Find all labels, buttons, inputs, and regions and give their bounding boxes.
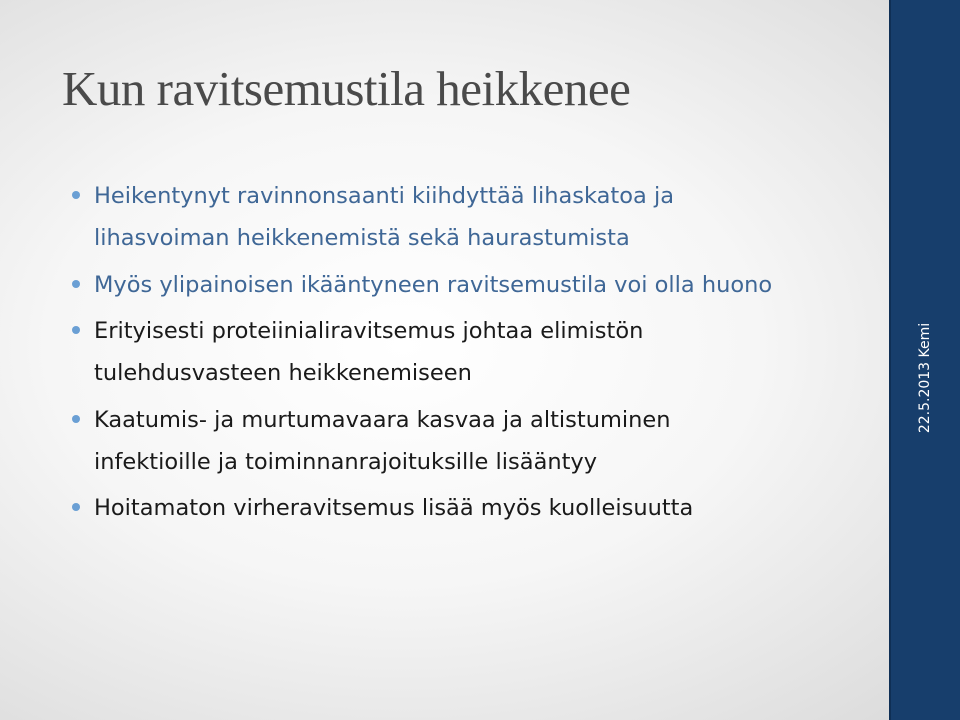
bullet-dot-icon (72, 280, 80, 288)
bullet-item (72, 399, 792, 483)
bullet-text: Myös ylipainoisen ikääntyneen ravitsemustila voi olla huono (94, 271, 773, 298)
bullet-dot-icon (72, 415, 80, 423)
bullet-item (72, 310, 792, 394)
sidebar-divider (889, 0, 891, 720)
footer-date: 22.5.2013 Kemi (917, 322, 933, 434)
bullet-dot-icon (72, 503, 80, 511)
bullet-list (72, 175, 792, 534)
bullet-dot-icon (72, 191, 80, 199)
bullet-text: Hoitamaton virheravitsemus lisää myös kuolleisuutta (94, 495, 694, 521)
bullet-text: Kaatumis- ja murtumavaara kasvaa ja altistuminen infektioille ja toiminnanrajoituksille lisääntyy (94, 406, 671, 475)
bullet-item (72, 487, 792, 529)
bullet-text: Erityisesti proteiinialiravitsemus johtaa elimistön tulehdusvasteen heikkenemiseen (94, 318, 644, 386)
bullet-text: Heikentynyt ravinnonsaanti kiihdyttää lihaskatoa ja lihasvoiman heikkenemistä sekä haurastumista (94, 183, 674, 251)
bullet-dot-icon (72, 326, 80, 334)
bullet-item (72, 175, 792, 259)
slide-title: Kun ravitsemustila heikkenee (62, 61, 631, 116)
bullet-item (72, 264, 792, 306)
